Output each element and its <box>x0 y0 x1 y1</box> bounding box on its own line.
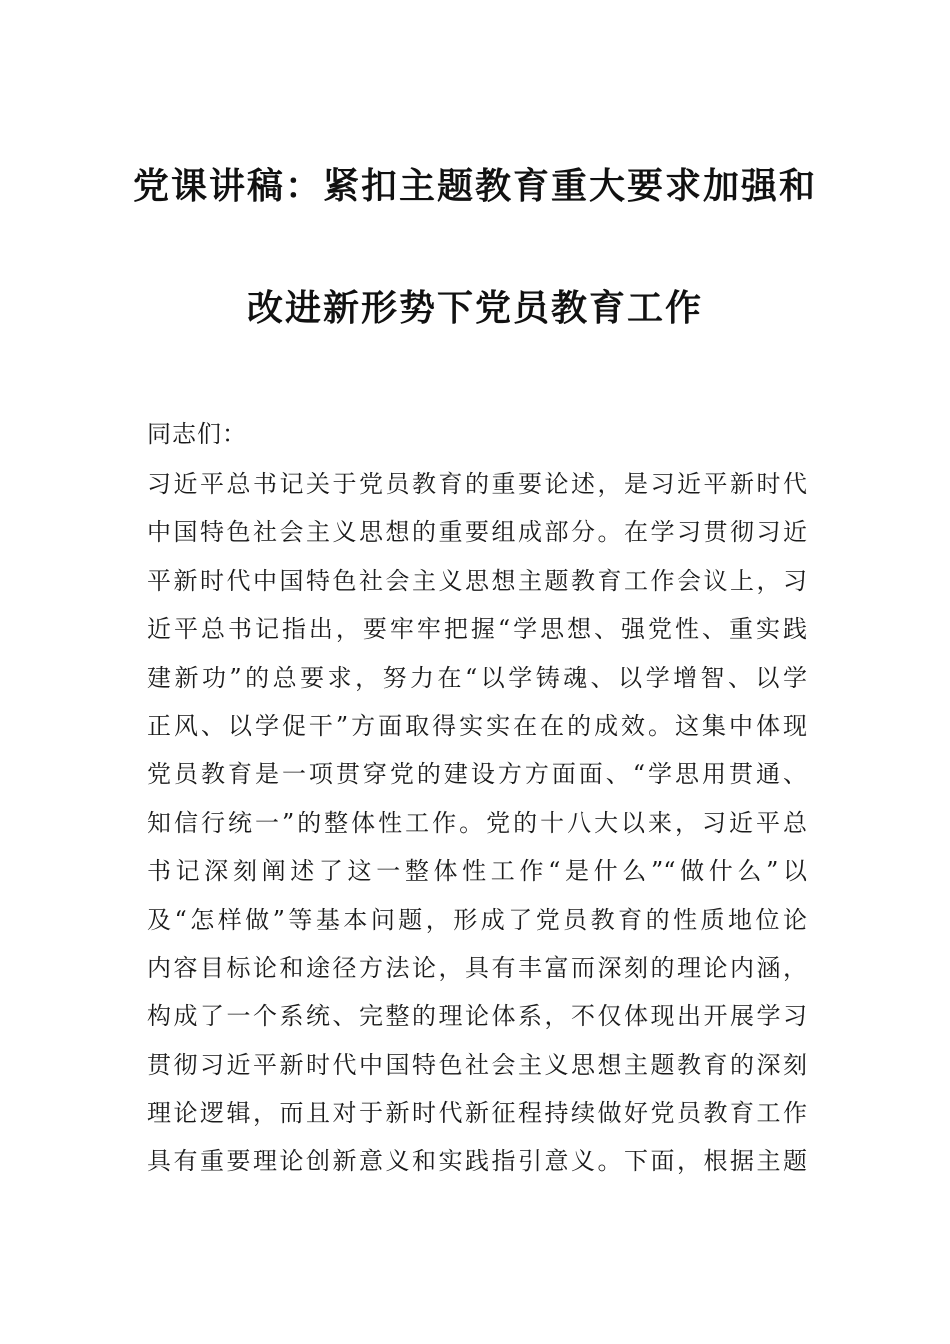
body-line: 平新时代中国特色社会主义思想主题教育工作会议上，习 <box>147 566 807 595</box>
body-line: 知信行统一”的整体性工作。党的十八大以来，习近平总 <box>147 808 807 837</box>
body-line: 党员教育是一项贯穿党的建设方方面面、“学思用贯通、 <box>147 760 807 789</box>
document-title-line-1: 党课讲稿：紧扣主题教育重大要求加强和 <box>132 165 817 207</box>
body-line: 建新功”的总要求，努力在“以学铸魂、以学增智、以学 <box>147 663 807 692</box>
body-line: 书记深刻阐述了这一整体性工作“是什么”“做什么”以 <box>147 857 807 886</box>
body-line: 具有重要理论创新意义和实践指引意义。下面，根据主题 <box>147 1147 807 1176</box>
body-line: 贯彻习近平新时代中国特色社会主义思想主题教育的深刻 <box>147 1050 807 1079</box>
body-line: 近平总书记指出，要牢牢把握“学思想、强党性、重实践 <box>147 615 807 644</box>
body-line: 中国特色社会主义思想的重要组成部分。在学习贯彻习近 <box>147 518 807 547</box>
body-line: 理论逻辑，而且对于新时代新征程持续做好党员教育工作 <box>147 1099 807 1128</box>
body-line: 及“怎样做”等基本问题，形成了党员教育的性质地位论 <box>147 905 807 934</box>
body-line: 正风、以学促干”方面取得实实在在的成效。这集中体现 <box>147 711 807 740</box>
body-line: 内容目标论和途径方法论，具有丰富而深刻的理论内涵， <box>147 953 807 982</box>
body-line: 习近平总书记关于党员教育的重要论述，是习近平新时代 <box>147 470 807 498</box>
body-line: 构成了一个系统、完整的理论体系，不仅体现出开展学习 <box>147 1002 807 1031</box>
document-title-line-2: 改进新形势下党员教育工作 <box>246 287 703 329</box>
body-paragraph <box>147 460 807 1186</box>
salutation: 同志们： <box>147 420 247 448</box>
